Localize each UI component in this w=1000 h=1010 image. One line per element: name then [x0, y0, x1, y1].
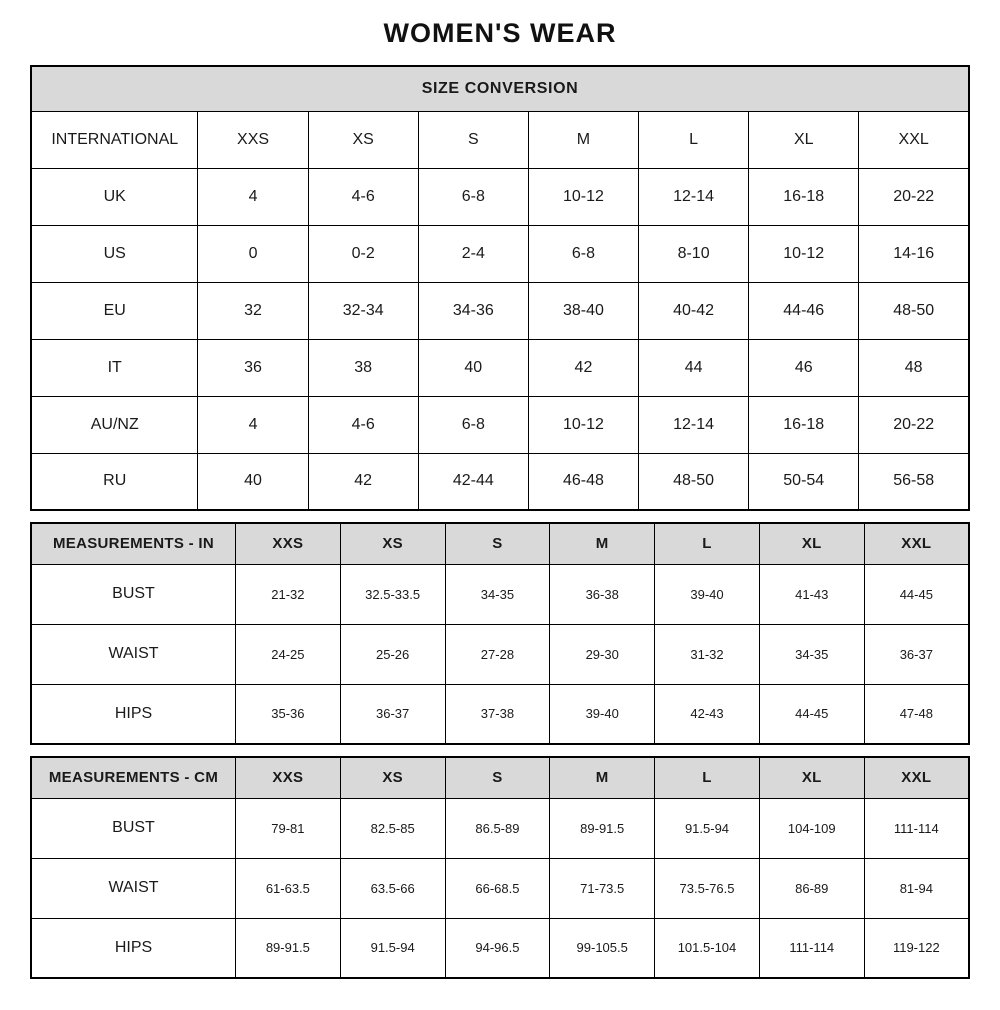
size-column-header: XL [759, 523, 864, 564]
value-cell: 4 [198, 396, 308, 453]
value-cell: 91.5-94 [340, 918, 445, 978]
row-label: WAIST [31, 858, 235, 918]
size-column-header: XS [308, 111, 418, 168]
value-cell: 63.5-66 [340, 858, 445, 918]
row-label: EU [31, 282, 198, 339]
size-column-header: L [639, 111, 749, 168]
value-cell: 32 [198, 282, 308, 339]
value-cell: 79-81 [235, 798, 340, 858]
value-cell: 25-26 [340, 624, 445, 684]
value-cell: 44 [639, 339, 749, 396]
header-row [31, 523, 969, 564]
table-row [31, 453, 969, 510]
size-column-header: XXL [864, 523, 969, 564]
value-cell: 42 [528, 339, 638, 396]
row-label: HIPS [31, 918, 235, 978]
row-header-label: INTERNATIONAL [31, 111, 198, 168]
value-cell: 31-32 [655, 624, 760, 684]
value-cell: 20-22 [859, 168, 969, 225]
value-cell: 61-63.5 [235, 858, 340, 918]
size-conversion-table [30, 65, 970, 511]
size-column-header: XXL [864, 757, 969, 798]
value-cell: 44-45 [759, 684, 864, 744]
value-cell: 71-73.5 [550, 858, 655, 918]
value-cell: 4-6 [308, 396, 418, 453]
value-cell: 36-37 [864, 624, 969, 684]
value-cell: 94-96.5 [445, 918, 550, 978]
value-cell: 35-36 [235, 684, 340, 744]
value-cell: 82.5-85 [340, 798, 445, 858]
size-column-header: L [655, 523, 760, 564]
value-cell: 10-12 [528, 396, 638, 453]
table-title: SIZE CONVERSION [31, 66, 969, 111]
value-cell: 0 [198, 225, 308, 282]
value-cell: 86-89 [759, 858, 864, 918]
header-row [31, 111, 969, 168]
row-label: RU [31, 453, 198, 510]
size-column-header: XL [749, 111, 859, 168]
row-label: UK [31, 168, 198, 225]
size-column-header: M [528, 111, 638, 168]
value-cell: 38 [308, 339, 418, 396]
row-label: AU/NZ [31, 396, 198, 453]
value-cell: 20-22 [859, 396, 969, 453]
value-cell: 42-43 [655, 684, 760, 744]
value-cell: 29-30 [550, 624, 655, 684]
header-row [31, 757, 969, 798]
value-cell: 46 [749, 339, 859, 396]
size-column-header: XL [759, 757, 864, 798]
table-row [31, 624, 969, 684]
value-cell: 0-2 [308, 225, 418, 282]
value-cell: 42 [308, 453, 418, 510]
value-cell: 119-122 [864, 918, 969, 978]
size-column-header: XXS [235, 757, 340, 798]
value-cell: 111-114 [759, 918, 864, 978]
value-cell: 36-37 [340, 684, 445, 744]
value-cell: 34-36 [418, 282, 528, 339]
size-column-header: XXS [235, 523, 340, 564]
value-cell: 89-91.5 [235, 918, 340, 978]
row-label: IT [31, 339, 198, 396]
value-cell: 6-8 [418, 168, 528, 225]
measurements-in-table [30, 522, 970, 745]
value-cell: 39-40 [550, 684, 655, 744]
value-cell: 32.5-33.5 [340, 564, 445, 624]
value-cell: 81-94 [864, 858, 969, 918]
value-cell: 8-10 [639, 225, 749, 282]
value-cell: 48 [859, 339, 969, 396]
value-cell: 4-6 [308, 168, 418, 225]
value-cell: 16-18 [749, 396, 859, 453]
value-cell: 6-8 [528, 225, 638, 282]
value-cell: 36 [198, 339, 308, 396]
value-cell: 16-18 [749, 168, 859, 225]
table-row [31, 168, 969, 225]
value-cell: 73.5-76.5 [655, 858, 760, 918]
value-cell: 10-12 [528, 168, 638, 225]
value-cell: 12-14 [639, 168, 749, 225]
value-cell: 46-48 [528, 453, 638, 510]
value-cell: 2-4 [418, 225, 528, 282]
value-cell: 32-34 [308, 282, 418, 339]
size-column-header: S [418, 111, 528, 168]
value-cell: 89-91.5 [550, 798, 655, 858]
table-row [31, 798, 969, 858]
row-label: US [31, 225, 198, 282]
row-header-label: MEASUREMENTS - IN [31, 523, 235, 564]
row-label: HIPS [31, 684, 235, 744]
size-column-header: M [550, 757, 655, 798]
table-row [31, 918, 969, 978]
value-cell: 39-40 [655, 564, 760, 624]
table-row [31, 396, 969, 453]
value-cell: 27-28 [445, 624, 550, 684]
size-column-header: XXS [198, 111, 308, 168]
value-cell: 24-25 [235, 624, 340, 684]
size-column-header: S [445, 757, 550, 798]
value-cell: 44-45 [864, 564, 969, 624]
value-cell: 50-54 [749, 453, 859, 510]
row-header-label: MEASUREMENTS - CM [31, 757, 235, 798]
value-cell: 40 [198, 453, 308, 510]
value-cell: 91.5-94 [655, 798, 760, 858]
table-row [31, 858, 969, 918]
size-column-header: XS [340, 523, 445, 564]
value-cell: 40 [418, 339, 528, 396]
value-cell: 4 [198, 168, 308, 225]
value-cell: 111-114 [864, 798, 969, 858]
value-cell: 12-14 [639, 396, 749, 453]
table-row [31, 339, 969, 396]
measurements-cm-table [30, 756, 970, 979]
value-cell: 48-50 [639, 453, 749, 510]
value-cell: 86.5-89 [445, 798, 550, 858]
page-title: WOMEN'S WEAR [383, 18, 617, 48]
value-cell: 47-48 [864, 684, 969, 744]
value-cell: 99-105.5 [550, 918, 655, 978]
value-cell: 10-12 [749, 225, 859, 282]
value-cell: 66-68.5 [445, 858, 550, 918]
table-row [31, 684, 969, 744]
value-cell: 38-40 [528, 282, 638, 339]
size-column-header: M [550, 523, 655, 564]
table-row [31, 282, 969, 339]
size-column-header: XS [340, 757, 445, 798]
value-cell: 21-32 [235, 564, 340, 624]
size-column-header: S [445, 523, 550, 564]
row-label: BUST [31, 564, 235, 624]
value-cell: 104-109 [759, 798, 864, 858]
value-cell: 41-43 [759, 564, 864, 624]
value-cell: 56-58 [859, 453, 969, 510]
value-cell: 36-38 [550, 564, 655, 624]
value-cell: 37-38 [445, 684, 550, 744]
row-label: WAIST [31, 624, 235, 684]
table-title-row [31, 66, 969, 111]
value-cell: 48-50 [859, 282, 969, 339]
value-cell: 44-46 [749, 282, 859, 339]
value-cell: 42-44 [418, 453, 528, 510]
value-cell: 40-42 [639, 282, 749, 339]
table-row [31, 225, 969, 282]
row-label: BUST [31, 798, 235, 858]
value-cell: 14-16 [859, 225, 969, 282]
table-row [31, 564, 969, 624]
value-cell: 34-35 [759, 624, 864, 684]
value-cell: 6-8 [418, 396, 528, 453]
size-column-header: L [655, 757, 760, 798]
value-cell: 34-35 [445, 564, 550, 624]
value-cell: 101.5-104 [655, 918, 760, 978]
size-column-header: XXL [859, 111, 969, 168]
